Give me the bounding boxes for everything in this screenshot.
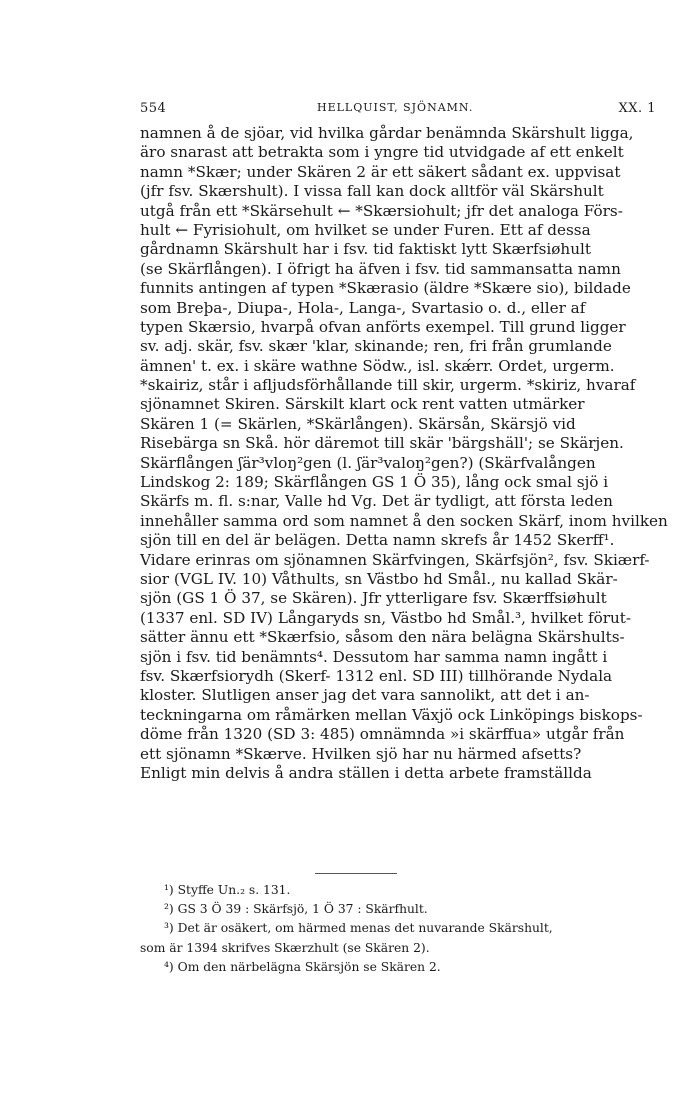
- text-line: gårdnamn Skärshult har i fsv. tid faktiskt lytt Skærfsiøhult: [140, 240, 591, 259]
- section-number: XX. 1: [618, 101, 656, 116]
- footnote-continuation: som är 1394 skrifves Skærzhult (se Skären 2).: [140, 940, 430, 955]
- text-line: sjön i fsv. tid benämnts⁴. Dessutom har samma namn ingått i: [140, 647, 608, 666]
- text-line: utgå från ett *Skärsehult ← *Skærsiohult; jfr det analoga Förs-: [140, 201, 623, 220]
- running-title: HELLQUIST, SJÖNAMN.: [317, 101, 474, 114]
- footnotes: [140, 881, 656, 977]
- text-line: typen Skærsio, hvarpå ofvan anförts exempel. Till grund ligger: [140, 317, 626, 336]
- text-line: Lindskog 2: 189; Skärflången GS 1 Ö 35), lång ock smal sjö i: [140, 473, 609, 492]
- text-line: äro snarast att betrakta som i yngre tid utvidgade af ett enkelt: [140, 143, 624, 162]
- text-line: fsv. Skærfsiorydh (Skerf- 1312 enl. SD III) tillhörande Nydala: [140, 666, 613, 685]
- text-line: hult ← Fyrisiohult, om hvilket se under Furen. Ett af dessa: [140, 220, 591, 239]
- entry-headword-line: Skärflången ʃär³vloŋ²gen (l. ʃär³valoŋ²gen?) (Skärfvalången: [140, 453, 596, 472]
- text-line: sv. adj. skär, fsv. skær 'klar, skinande; ren, fri från grumlande: [140, 337, 612, 356]
- text-line: sjön till en del är belägen. Detta namn skrefs år 1452 Skerff¹.: [140, 531, 615, 550]
- text-line: Risebärga sn Skå. hör däremot till skär 'bärgshäll'; se Skärjen.: [140, 434, 624, 453]
- text-line: Skären 1 (= Skärlen, *Skärlången). Skärsån, Skärsjö vid: [140, 414, 576, 433]
- text-line: teckningarna om råmärken mellan Växjö ock Linköpings biskops-: [140, 705, 643, 724]
- text-line: ämnen' t. ex. i skäre wathne Södw., isl. skǽrr. Ordet, urgerm.: [140, 356, 615, 375]
- text-line: (se Skärflången). I öfrigt ha äfven i fsv. tid sammansatta namn: [140, 259, 621, 278]
- text-line: döme från 1320 (SD 3: 485) omnämnda »i skärffua» utgår från: [140, 725, 625, 744]
- text-line: namn *Skær; under Skären 2 är ett säkert sådant ex. uppvisat: [140, 162, 621, 181]
- page-number: 554: [140, 101, 167, 116]
- text-line: sjön (GS 1 Ö 37, se Skären). Jfr ytterligare fsv. Skærffsiøhult: [140, 589, 607, 608]
- footnote: ¹) Styffe Un.₂ s. 131.: [164, 883, 291, 897]
- text-line: Enligt min delvis å andra ställen i detta arbete framställda: [140, 763, 592, 782]
- text-line: kloster. Slutligen anser jag det vara sannolikt, att det i an-: [140, 686, 590, 705]
- running-header: [140, 101, 656, 123]
- text-line: som Breþa-, Diupa-, Hola-, Langa-, Svartasio o. d., eller af: [140, 298, 586, 317]
- text-line: (jfr fsv. Skærshult). I vissa fall kan dock alltför väl Skärshult: [140, 182, 604, 201]
- text-line: funnits antingen af typen *Skærasio (äldre *Skære sio), bildade: [140, 279, 631, 298]
- text-line: innehåller samma ord som namnet å den socken Skärf, inom hvilken: [140, 511, 668, 530]
- text-line: Vidare erinras om sjönamnen Skärfvingen, Skärfsjön², fsv. Skiærf-: [140, 550, 650, 569]
- footnote: ³) Det är osäkert, om härmed menas det nuvarande Skärshult,: [164, 921, 553, 936]
- text-line: sior (VGL IV. 10) Våthults, sn Västbo hd Smål., nu kallad Skär-: [140, 569, 618, 588]
- text-line: Skärfs m. fl. s:nar, Valle hd Vg. Det är tydligt, att första leden: [140, 492, 613, 511]
- text-line: sätter ännu ett *Skærfsio, såsom den nära belägna Skärshults-: [140, 628, 625, 647]
- text-line: namnen å de sjöar, vid hvilka gårdar benämnda Skärshult ligga,: [140, 124, 634, 142]
- text-line: (1337 enl. SD IV) Långaryds sn, Västbo hd Smål.³, hvilket förut-: [140, 608, 632, 627]
- text-line: ett sjönamn *Skærve. Hvilken sjö har nu härmed afsetts?: [140, 744, 582, 763]
- text-line: *skairiz, står i afljudsförhållande till skir, urgerm. *skiriz, hvaraf: [140, 376, 636, 395]
- footnote: ²) GS 3 Ö 39 : Skärfsjö, 1 Ö 37 : Skärfhult.: [164, 902, 428, 917]
- text-line: sjönamnet Skiren. Särskilt klart ock rent vatten utmärker: [140, 395, 585, 414]
- footnote-divider: [315, 873, 397, 874]
- footnote: ⁴) Om den närbelägna Skärsjön se Skären 2.: [164, 959, 441, 974]
- body-text: [140, 124, 668, 783]
